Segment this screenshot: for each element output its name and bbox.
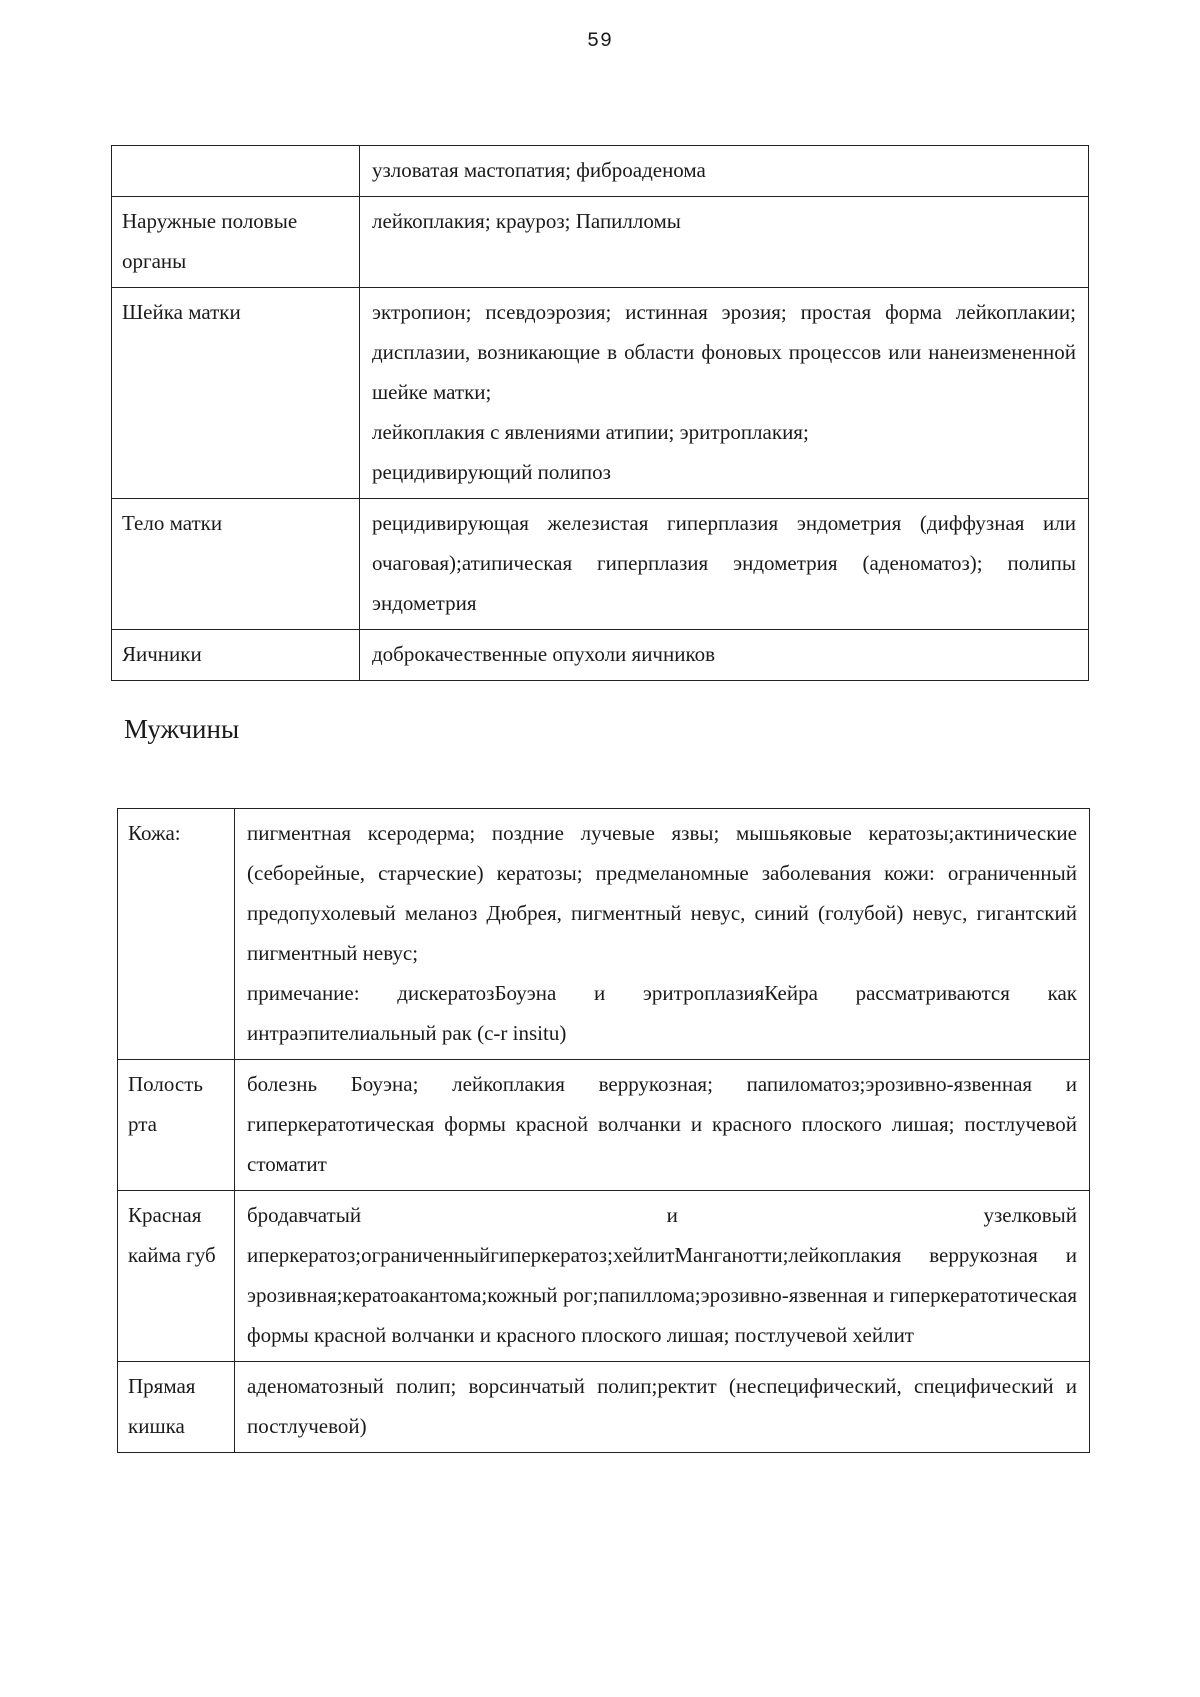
table-row: [118, 1362, 1090, 1453]
table-row: [112, 146, 1089, 197]
table-row: [118, 809, 1090, 1060]
table-row: [118, 1191, 1090, 1362]
row-label: Кожа:: [118, 809, 235, 1060]
row-content: [235, 1362, 1090, 1453]
content-paragraph: рецидивирующий полипоз: [372, 460, 611, 484]
table-row: [112, 288, 1089, 499]
table-row: [112, 630, 1089, 681]
page-number: 59: [586, 30, 613, 53]
row-label: Красная кайма губ: [118, 1191, 235, 1362]
row-label: Яичники: [112, 630, 360, 681]
content-paragraph: аденоматозный полип; ворсинчатый полип;ректит (неспецифический, специфический и постлучевой): [247, 1374, 1077, 1438]
women-lesions-table: [111, 145, 1089, 681]
row-label: Прямая кишка: [118, 1362, 235, 1453]
men-table-body: [118, 809, 1090, 1453]
content-paragraph: примечание: дискератозБоуэна и эритроплазияКейра рассматриваются как интраэпителиальный рак (c-r insitu): [247, 981, 1077, 1045]
row-label: Полость рта: [118, 1060, 235, 1191]
row-content: [360, 630, 1089, 681]
content-paragraph: бродавчатый и узелковый иперкератоз;ограниченныйгиперкератоз;хейлитМанганотти;лейкоплакия веррукозная и эрозивная;кератоакантома;кожный рог;папиллома;эрозивно-язвенная и гиперкератотическая формы красной волчанки и красного плоского лишая; постлучевой хейлит: [247, 1203, 1077, 1347]
row-content: [360, 146, 1089, 197]
content-paragraph: пигментная ксеродерма; поздние лучевые язвы; мышьяковые кератозы;актинические (себорейные, старческие) кератозы; предмеланомные заболевания кожи: ограниченный предопухолевый меланоз Дюбрея, пигментный невус, синий (голубой) невус, гигантский пигментный невус;: [247, 821, 1077, 965]
content-paragraph: лейкоплакия с явлениями атипии; эритроплакия;: [372, 420, 809, 444]
row-label: [112, 146, 360, 197]
content-paragraph: эктропион; псевдоэрозия; истинная эрозия; простая форма лейкоплакии; дисплазии, возникающие в области фоновых процессов или нанеизмененной шейке матки;: [372, 300, 1076, 404]
row-content: [360, 499, 1089, 630]
row-label: Наружные половые органы: [112, 197, 360, 288]
section-title-men: Мужчины: [124, 714, 240, 744]
men-lesions-table: [117, 808, 1090, 1453]
row-label: Тело матки: [112, 499, 360, 630]
row-content: [235, 1060, 1090, 1191]
content-paragraph: лейкоплакия; крауроз; Папилломы: [372, 209, 681, 233]
women-table-body: [112, 146, 1089, 681]
row-label: Шейка матки: [112, 288, 360, 499]
content-paragraph: болезнь Боуэна; лейкоплакия веррукозная; папиломатоз;эрозивно-язвенная и гиперкератотическая формы красной волчанки и красного плоского лишая; постлучевой стоматит: [247, 1072, 1077, 1176]
content-paragraph: узловатая мастопатия; фиброаденома: [372, 158, 706, 182]
content-paragraph: рецидивирующая железистая гиперплазия эндометрия (диффузная или очаговая);атипическая гиперплазия эндометрия (аденоматоз); полипы эндометрия: [372, 511, 1076, 615]
content-paragraph: доброкачественные опухоли яичников: [372, 642, 716, 666]
row-content: [235, 809, 1090, 1060]
row-content: [360, 197, 1089, 288]
row-content: [235, 1191, 1090, 1362]
table-row: [112, 499, 1089, 630]
row-content: [360, 288, 1089, 499]
table-row: [112, 197, 1089, 288]
table-row: [118, 1060, 1090, 1191]
